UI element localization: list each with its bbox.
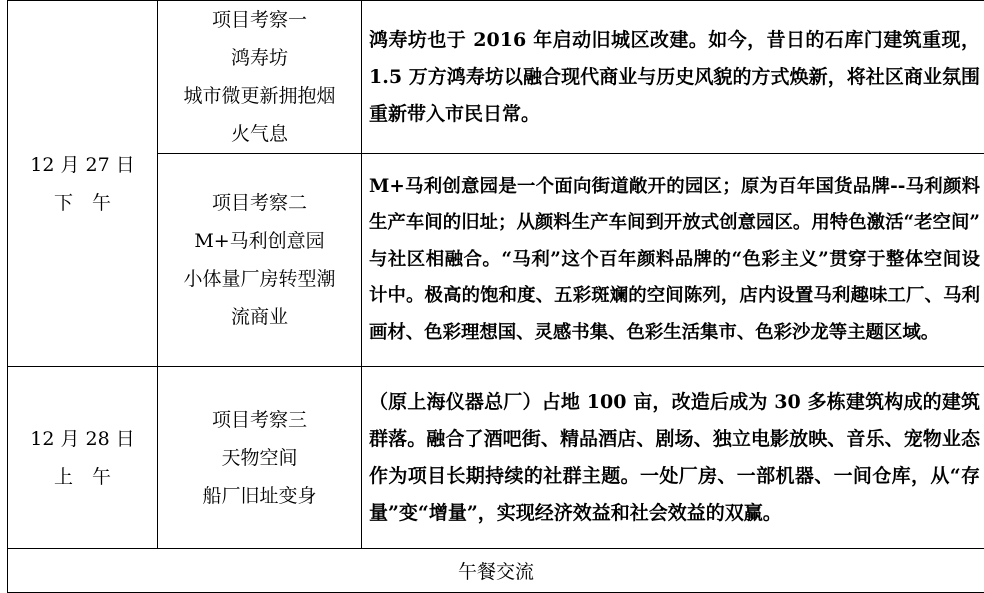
date-label: 12 月 27 日 — [8, 146, 157, 184]
table-row — [8, 1, 984, 154]
date-cell-day2 — [8, 367, 158, 549]
table-row — [8, 367, 984, 549]
item-title-line: 流商业 — [158, 298, 361, 336]
item-title-line: 火气息 — [158, 115, 361, 153]
date-label: 12 月 28 日 — [8, 420, 157, 458]
schedule-table — [7, 0, 984, 593]
item-title-line: 项目考察一 — [158, 1, 361, 39]
table-row — [8, 549, 984, 593]
item-title-line: 鸿寿坊 — [158, 39, 361, 77]
item-description: 鸿寿坊也于 2016 年启动旧城区改建。如今，昔日的石库门建筑重现，1.5 万方鸿寿坊以融合现代商业与历史风貌的方式焕新，将社区商业氛围重新带入市民日常。 — [362, 1, 984, 154]
period-label: 下 午 — [8, 184, 157, 222]
item-title-cell — [158, 154, 362, 367]
item-title-line: 小体量厂房转型潮 — [158, 260, 361, 298]
item-description: （原上海仪器总厂）占地 100 亩，改造后成为 30 多栋建筑构成的建筑群落。融合了酒吧街、精品酒店、剧场、独立电影放映、音乐、宠物业态作为项目长期持续的社群主题。一处厂房、一部机器、一间仓库，从“存量”变“增量”，实现经济效益和社会效益的双赢。 — [362, 367, 984, 549]
lunch-row: 午餐交流 — [8, 549, 984, 593]
item-description: M+马利创意园是一个面向街道敞开的园区；原为百年国货品牌--马利颜料生产车间的旧址；从颜料生产车间到开放式创意园区。用特色激活“老空间” 与社区相融合。“马利”这个百年颜料品牌的“色彩主义”贯穿于整体空间设计中。极高的饱和度、五彩斑斓的空间陈列，店内设置马利趣味工厂、马利画材、色彩理想国、灵感书集、色彩生活集市、色彩沙龙等主题区域。 — [362, 154, 984, 367]
item-title-line: 天物空间 — [158, 439, 361, 477]
date-cell-day1 — [8, 1, 158, 367]
item-title-cell — [158, 367, 362, 549]
item-title-line: 项目考察三 — [158, 401, 361, 439]
item-title-cell — [158, 1, 362, 154]
item-title-line: 船厂旧址变身 — [158, 477, 361, 515]
item-title-line: M+马利创意园 — [158, 222, 361, 260]
item-title-line: 项目考察二 — [158, 184, 361, 222]
item-title-line: 城市微更新拥抱烟 — [158, 77, 361, 115]
period-label: 上 午 — [8, 458, 157, 496]
